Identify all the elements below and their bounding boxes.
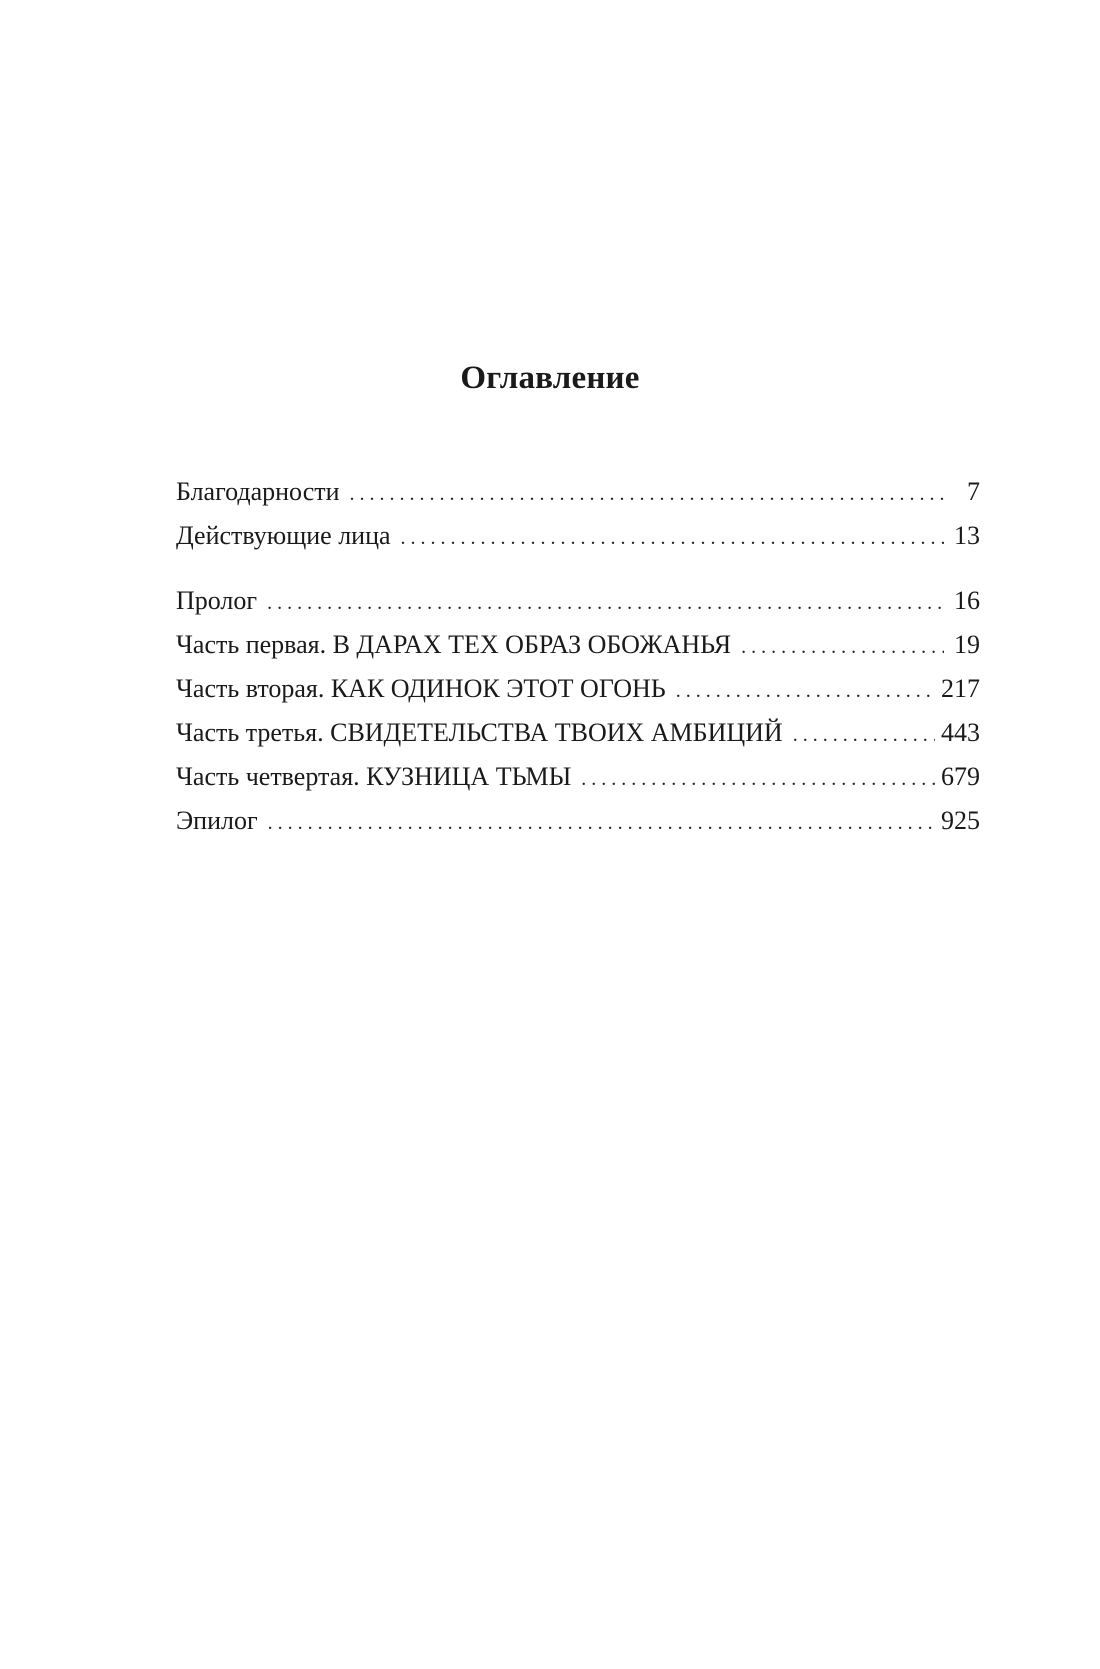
toc-entry-acknowledgements[interactable] (176, 470, 980, 514)
dot-leader (401, 516, 944, 560)
toc-entry-page-number: 16 (954, 586, 980, 615)
dot-leader (267, 581, 944, 625)
toc-entry-page-number: 217 (941, 674, 980, 703)
toc-entry-label: Часть вторая. КАК ОДИНОК ЭТОТ ОГОНЬ (176, 674, 666, 703)
dot-leader (741, 625, 944, 669)
dot-leader (676, 669, 935, 713)
toc-entry-label: Часть четвертая. КУЗНИЦА ТЬМЫ (176, 762, 572, 791)
toc-entry-characters[interactable] (176, 514, 980, 558)
toc-entry-label: Действующие лица (176, 521, 391, 550)
dot-leader (350, 472, 944, 516)
toc-entry-page-number: 925 (941, 806, 980, 835)
toc-entry-part-three[interactable] (176, 711, 980, 755)
toc-entry-part-two[interactable] (176, 667, 980, 711)
toc-entry-page-number: 13 (954, 521, 980, 550)
toc-entry-page-number: 443 (941, 718, 980, 747)
toc-entry-label: Пролог (176, 586, 258, 615)
table-of-contents (176, 470, 980, 843)
page-title: Оглавление (460, 360, 640, 396)
toc-entry-prologue[interactable] (176, 579, 980, 623)
toc-entry-label: Эпилог (176, 806, 258, 835)
dot-leader (268, 801, 935, 845)
toc-entry-part-one[interactable] (176, 623, 980, 667)
toc-entry-part-four[interactable] (176, 755, 980, 799)
toc-entry-label: Благодарности (176, 477, 340, 506)
dot-leader (581, 757, 935, 801)
toc-entry-label: Часть третья. СВИДЕТЕЛЬСТВА ТВОИХ АМБИЦИЙ (176, 718, 783, 747)
toc-entry-page-number: 19 (954, 630, 980, 659)
toc-entry-epilogue[interactable] (176, 799, 980, 843)
toc-entry-page-number: 679 (941, 762, 980, 791)
toc-entry-label: Часть первая. В ДАРАХ ТЕХ ОБРАЗ ОБОЖАНЬЯ (176, 630, 732, 659)
toc-entry-page-number: 7 (967, 477, 980, 506)
dot-leader (793, 713, 935, 757)
